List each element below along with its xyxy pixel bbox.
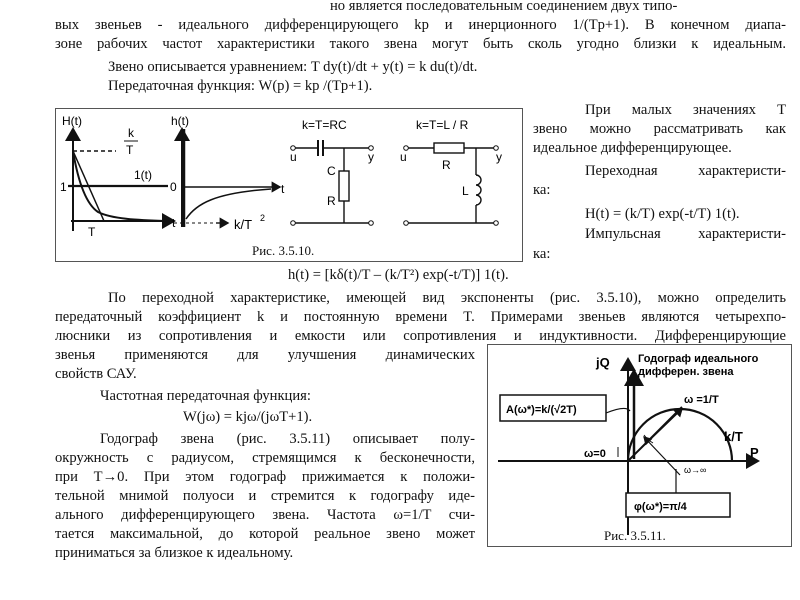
R-label: R [327,194,336,208]
text-line: Частотная передаточная функция: [100,388,311,404]
hodograph-title-2: дифферен. звена [638,366,734,378]
k-numerator: k [128,126,134,140]
hodograph-title-1: Годограф идеального [638,353,759,365]
rc-u-label: u [290,150,297,164]
text-line: идеальное дифференцирующее. [533,140,732,156]
text-line: Переходная характеристи- [585,163,786,179]
text-line: звенья применяются для улучшения динамических [55,347,475,363]
figure-3-5-11 [487,344,792,547]
step-response-formula: H(t) = (k/T) exp(-t/T) 1(t). [585,206,740,222]
impulse-decay-curve [186,189,271,219]
phase-label: φ(ω*)=π/4 [634,501,687,513]
hodograph-semicircle [628,409,732,461]
text-line: ального дифференцирующего звена. Частота ω=1/T счи- [55,507,475,523]
text-line: но является последовательным соединением двух типо- [330,0,678,14]
text-line: люсники из сопротивления и емкости или сопротивления и индуктивности. Дифференцирующие [55,328,786,344]
P-label: P [750,445,759,460]
rc-y-label: y [368,150,374,164]
rc-title: k=T=RC [302,118,347,132]
H-label: H(t) [62,114,82,128]
figure-3-5-10-graphics [56,109,524,263]
one-label: 1 [60,180,67,194]
t-label: t [172,216,176,230]
rl-y-label: y [496,150,502,164]
R2-label: R [442,158,451,172]
text-line: тельной мнимой полуоси и стремится к годографу иде- [55,488,475,504]
text-line: вых звеньев - идеального дифференцирующего kp и инерционного 1/(Tp+1). В конечном диапа- [55,17,786,33]
h-label: h(t) [171,114,189,128]
transfer-function-intro: Передаточная функция: W(p) = kp /(Tp+1). [108,78,373,94]
inductor [476,175,481,205]
k-denominator: T [126,143,134,157]
rl-title: k=T=L / R [416,118,469,132]
text-line: ка: [533,246,551,262]
figure-3-5-10 [55,108,523,262]
jQ-label: jQ [596,355,610,370]
text-line: тается максимальной, до которой реальное звено может [55,526,475,542]
text-line: окружность с радиусом, стремящимся к бесконечности, [55,450,475,466]
amplitude-label: A(ω*)=k/(√2T) [506,404,577,416]
kT-label: k/T [724,429,743,444]
T-label: T [88,225,96,239]
text-line: ка: [533,182,551,198]
omega0-label: ω=0 [584,448,606,460]
kT2-label: k/T [234,217,253,232]
impulse-response-formula: h(t) = [kδ(t)/T – (k/T²) exp(-t/T)] 1(t). [288,267,509,283]
text-line: Годограф звена (рис. 3.5.11) описывает полу- [100,431,475,447]
text-line: передаточный коэффициент k и постоянную времени T. Примерами звеньев являются четырехпо- [55,309,786,325]
text-line: звено можно рассматривать как [533,121,786,137]
text-line: Импульсная характеристи- [585,226,786,242]
C-label: C [327,164,336,178]
omega-1T-label: ω =1/T [684,394,719,406]
text-line: свойств САУ. [55,366,137,382]
step-label: 1(t) [134,168,152,182]
text-line: приниматься за близкое к идеальному. [55,545,294,561]
zero-label: 0 [170,180,177,194]
figure-3-5-11-graphics [488,345,793,548]
kT2-exponent: 2 [260,213,266,223]
equation-intro: Звено описывается уравнением: T dy(t)/dt + y(t) = k du(t)/dt. [108,59,478,75]
resistor [434,143,464,153]
resistor [339,171,349,201]
figure-caption: Рис. 3.5.10. [252,243,315,258]
text-line: При малых значениях T [585,102,786,118]
figure-caption: Рис. 3.5.11. [604,528,666,543]
L-label: L [462,184,469,198]
frequency-tf-formula: W(jω) = kjω/(jωT+1). [183,409,313,425]
rl-u-label: u [400,150,407,164]
text-line: при T→0. При этом годограф прижимается к положи- [55,469,475,485]
h-t-label: t [281,182,285,196]
omega-inf-label: ω→∞ [684,465,707,475]
text-line: По переходной характеристике, имеющей вид экспоненты (рис. 3.5.10), можно определить [108,290,786,306]
text-line: зоне рабочих частот характеристики такого звена могут быть сколь угодно близки к идеальным. [55,36,786,52]
